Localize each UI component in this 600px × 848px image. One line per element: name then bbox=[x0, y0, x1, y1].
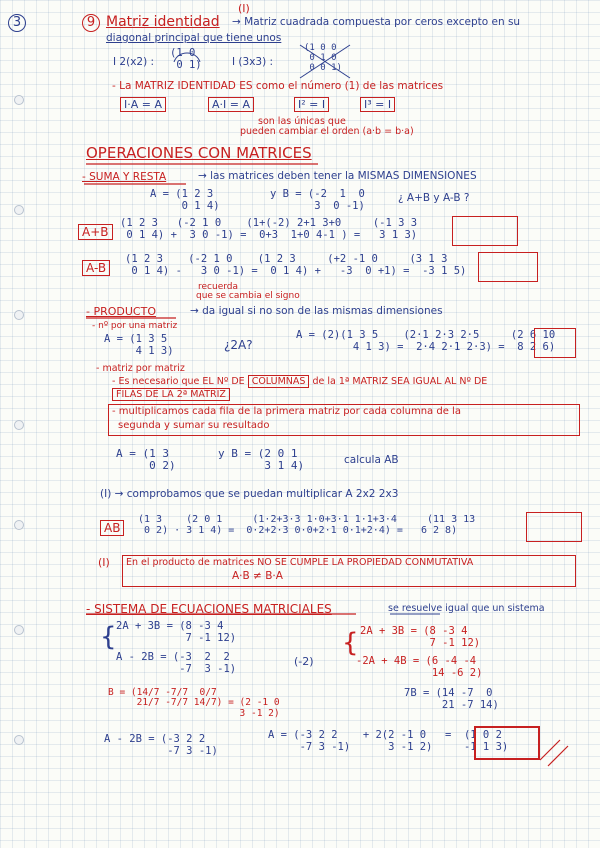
a-line: A - 2B = (-3 2 2 -7 3 -1) bbox=[104, 733, 218, 757]
diff-label: A-B bbox=[82, 262, 110, 275]
example-B: y B = (2 0 1 3 1 4) bbox=[218, 447, 305, 473]
producto-rule: - Es necesario que EL Nº DE COLUMNAS de la 1ª MATRIZ SEA IGUAL AL Nº DE bbox=[112, 376, 488, 387]
sum-expression: (1 2 3 (-2 1 0 (1+(-2) 2+1 3+0 (-1 3 3 0 1 4) + 3 0 -1) = 0+3 1+0 4-1 ) = 3 1 3) bbox=[120, 217, 418, 241]
method-line-1: - multiplicamos cada fila de la primera matriz por cada columna de la bbox=[112, 406, 461, 417]
producto-label: - PRODUCTO bbox=[86, 305, 156, 318]
identity-2x2-matrix: (1 0 0 1) bbox=[170, 47, 202, 71]
suma-label: - SUMA Y RESTA bbox=[82, 171, 167, 183]
noncommute-line-2: A·B ≠ B·A bbox=[232, 570, 283, 582]
commute-note-1: son las únicas que bbox=[258, 116, 346, 127]
identidad-footnote-mark: (I) bbox=[238, 2, 250, 15]
operaciones-title: OPERACIONES CON MATRICES bbox=[86, 144, 312, 162]
identidad-definition-line2: diagonal principal que tiene unos bbox=[106, 32, 282, 44]
identidad-definition-line1: → Matriz cuadrada compuesta por ceros excepto en su bbox=[232, 16, 521, 28]
identity-note: - La MATRIZ IDENTIDAD ES como el número (1) de las matrices bbox=[112, 80, 444, 92]
suma-text: → las matrices deben tener la MISMAS DIMENSIONES bbox=[198, 170, 477, 182]
diff-note-2: que se cambia el signo bbox=[196, 291, 300, 301]
diff-note-1: recuerda bbox=[198, 282, 238, 292]
page-number: 3 bbox=[8, 14, 26, 32]
system-reduced-eq-2: -2A + 4B = (6 -4 -4 14 -6 2) bbox=[356, 655, 483, 679]
identity-3x3-matrix: (1 0 0 0 1 0 0 0 1) bbox=[304, 43, 342, 73]
identity-prop-1: I·A = A bbox=[120, 99, 166, 111]
producto-calc: A = (2)(1 3 5 (2·1 2·3 2·5 (2 6 10 4 1 3) = 2·4 2·1 2·3) = 8 2 6) bbox=[296, 329, 556, 353]
suma-ask: ¿ A+B y A-B ? bbox=[398, 192, 470, 204]
identity-3x3-label: I (3x3) : bbox=[232, 56, 274, 68]
ab-label: AB bbox=[100, 522, 124, 535]
seven-b: 7B = (14 -7 0 21 -7 14) bbox=[404, 687, 499, 711]
system-eq-2: A - 2B = (-3 2 2 -7 3 -1) bbox=[116, 651, 237, 675]
diff-expression: (1 2 3 (-2 1 0 (1 2 3 (+2 -1 0 (3 1 3 0 1 4) - 3 0 -1) = 0 1 4) + -3 0 +1) = -3 1 5) bbox=[125, 253, 467, 277]
commute-note-2: pueden cambiar el orden (a·b = b·a) bbox=[240, 126, 414, 137]
product-check: (I) → comprobamos que se puedan multiplicar A 2x2 2x3 bbox=[100, 488, 399, 500]
identity-prop-4: I³ = I bbox=[360, 99, 395, 111]
b-result: B = (14/7 -7/7 0/7 21/7 -7/7 14/7) = (2 -1 0 3 -1 2) bbox=[108, 687, 280, 719]
ab-expression: (1 3 (2 0 1 (1·2+3·3 1·0+3·1 1·1+3·4 (11 3 13 0 2) · 3 1 4) = 0·2+2·3 0·0+2·1 0·1+2·4) = 6 2 8) bbox=[138, 514, 476, 536]
system-multiplier: (-2) bbox=[294, 655, 314, 668]
sistema-side-note: se resuelve igual que un sistema bbox=[388, 603, 545, 614]
producto-sub2: - matriz por matriz bbox=[96, 363, 185, 374]
system-brace-right: { bbox=[342, 628, 359, 658]
producto-text: → da igual si no son de las mismas dimensiones bbox=[190, 305, 443, 317]
sistema-title: - SISTEMA DE ECUACIONES MATRICIALES bbox=[86, 602, 332, 616]
identity-prop-3: I² = I bbox=[294, 99, 329, 111]
system-eq-1: 2A + 3B = (8 -3 4 7 -1 12) bbox=[116, 620, 237, 644]
example-ask: calcula AB bbox=[344, 454, 399, 466]
method-line-2: segunda y sumar su resultado bbox=[118, 420, 270, 431]
producto-question: ¿2A? bbox=[224, 338, 253, 352]
producto-sub1: - nº por una matriz bbox=[92, 321, 178, 331]
suma-A-def: A = (1 2 3 0 1 4) bbox=[150, 188, 220, 212]
system-reduced-eq-1: 2A + 3B = (8 -3 4 7 -1 12) bbox=[360, 625, 481, 649]
producto-A-def: A = (1 3 5 4 1 3) bbox=[104, 333, 174, 357]
section-number: 9 bbox=[82, 14, 100, 32]
a-result: A = (-3 2 2 + 2(2 -1 0 = (1 0 2 -7 3 -1) 3 -1 2) -1 1 3) bbox=[268, 729, 509, 753]
producto-rule-rows: FILAS DE LA 2ª MATRIZ bbox=[112, 390, 230, 400]
suma-B-def: y B = (-2 1 0 3 0 -1) bbox=[270, 188, 365, 212]
warning-icon: (I) bbox=[98, 556, 110, 569]
identidad-title: Matriz identidad bbox=[106, 14, 220, 30]
noncommute-line-1: En el producto de matrices NO SE CUMPLE LA PROPIEDAD CONMUTATIVA bbox=[126, 557, 474, 568]
system-brace: { bbox=[100, 622, 117, 652]
identity-prop-2: A·I = A bbox=[208, 99, 254, 111]
sum-label: A+B bbox=[78, 226, 113, 239]
example-A: A = (1 3 0 2) bbox=[116, 447, 176, 473]
identity-2x2-label: I 2(x2) : bbox=[113, 56, 155, 68]
